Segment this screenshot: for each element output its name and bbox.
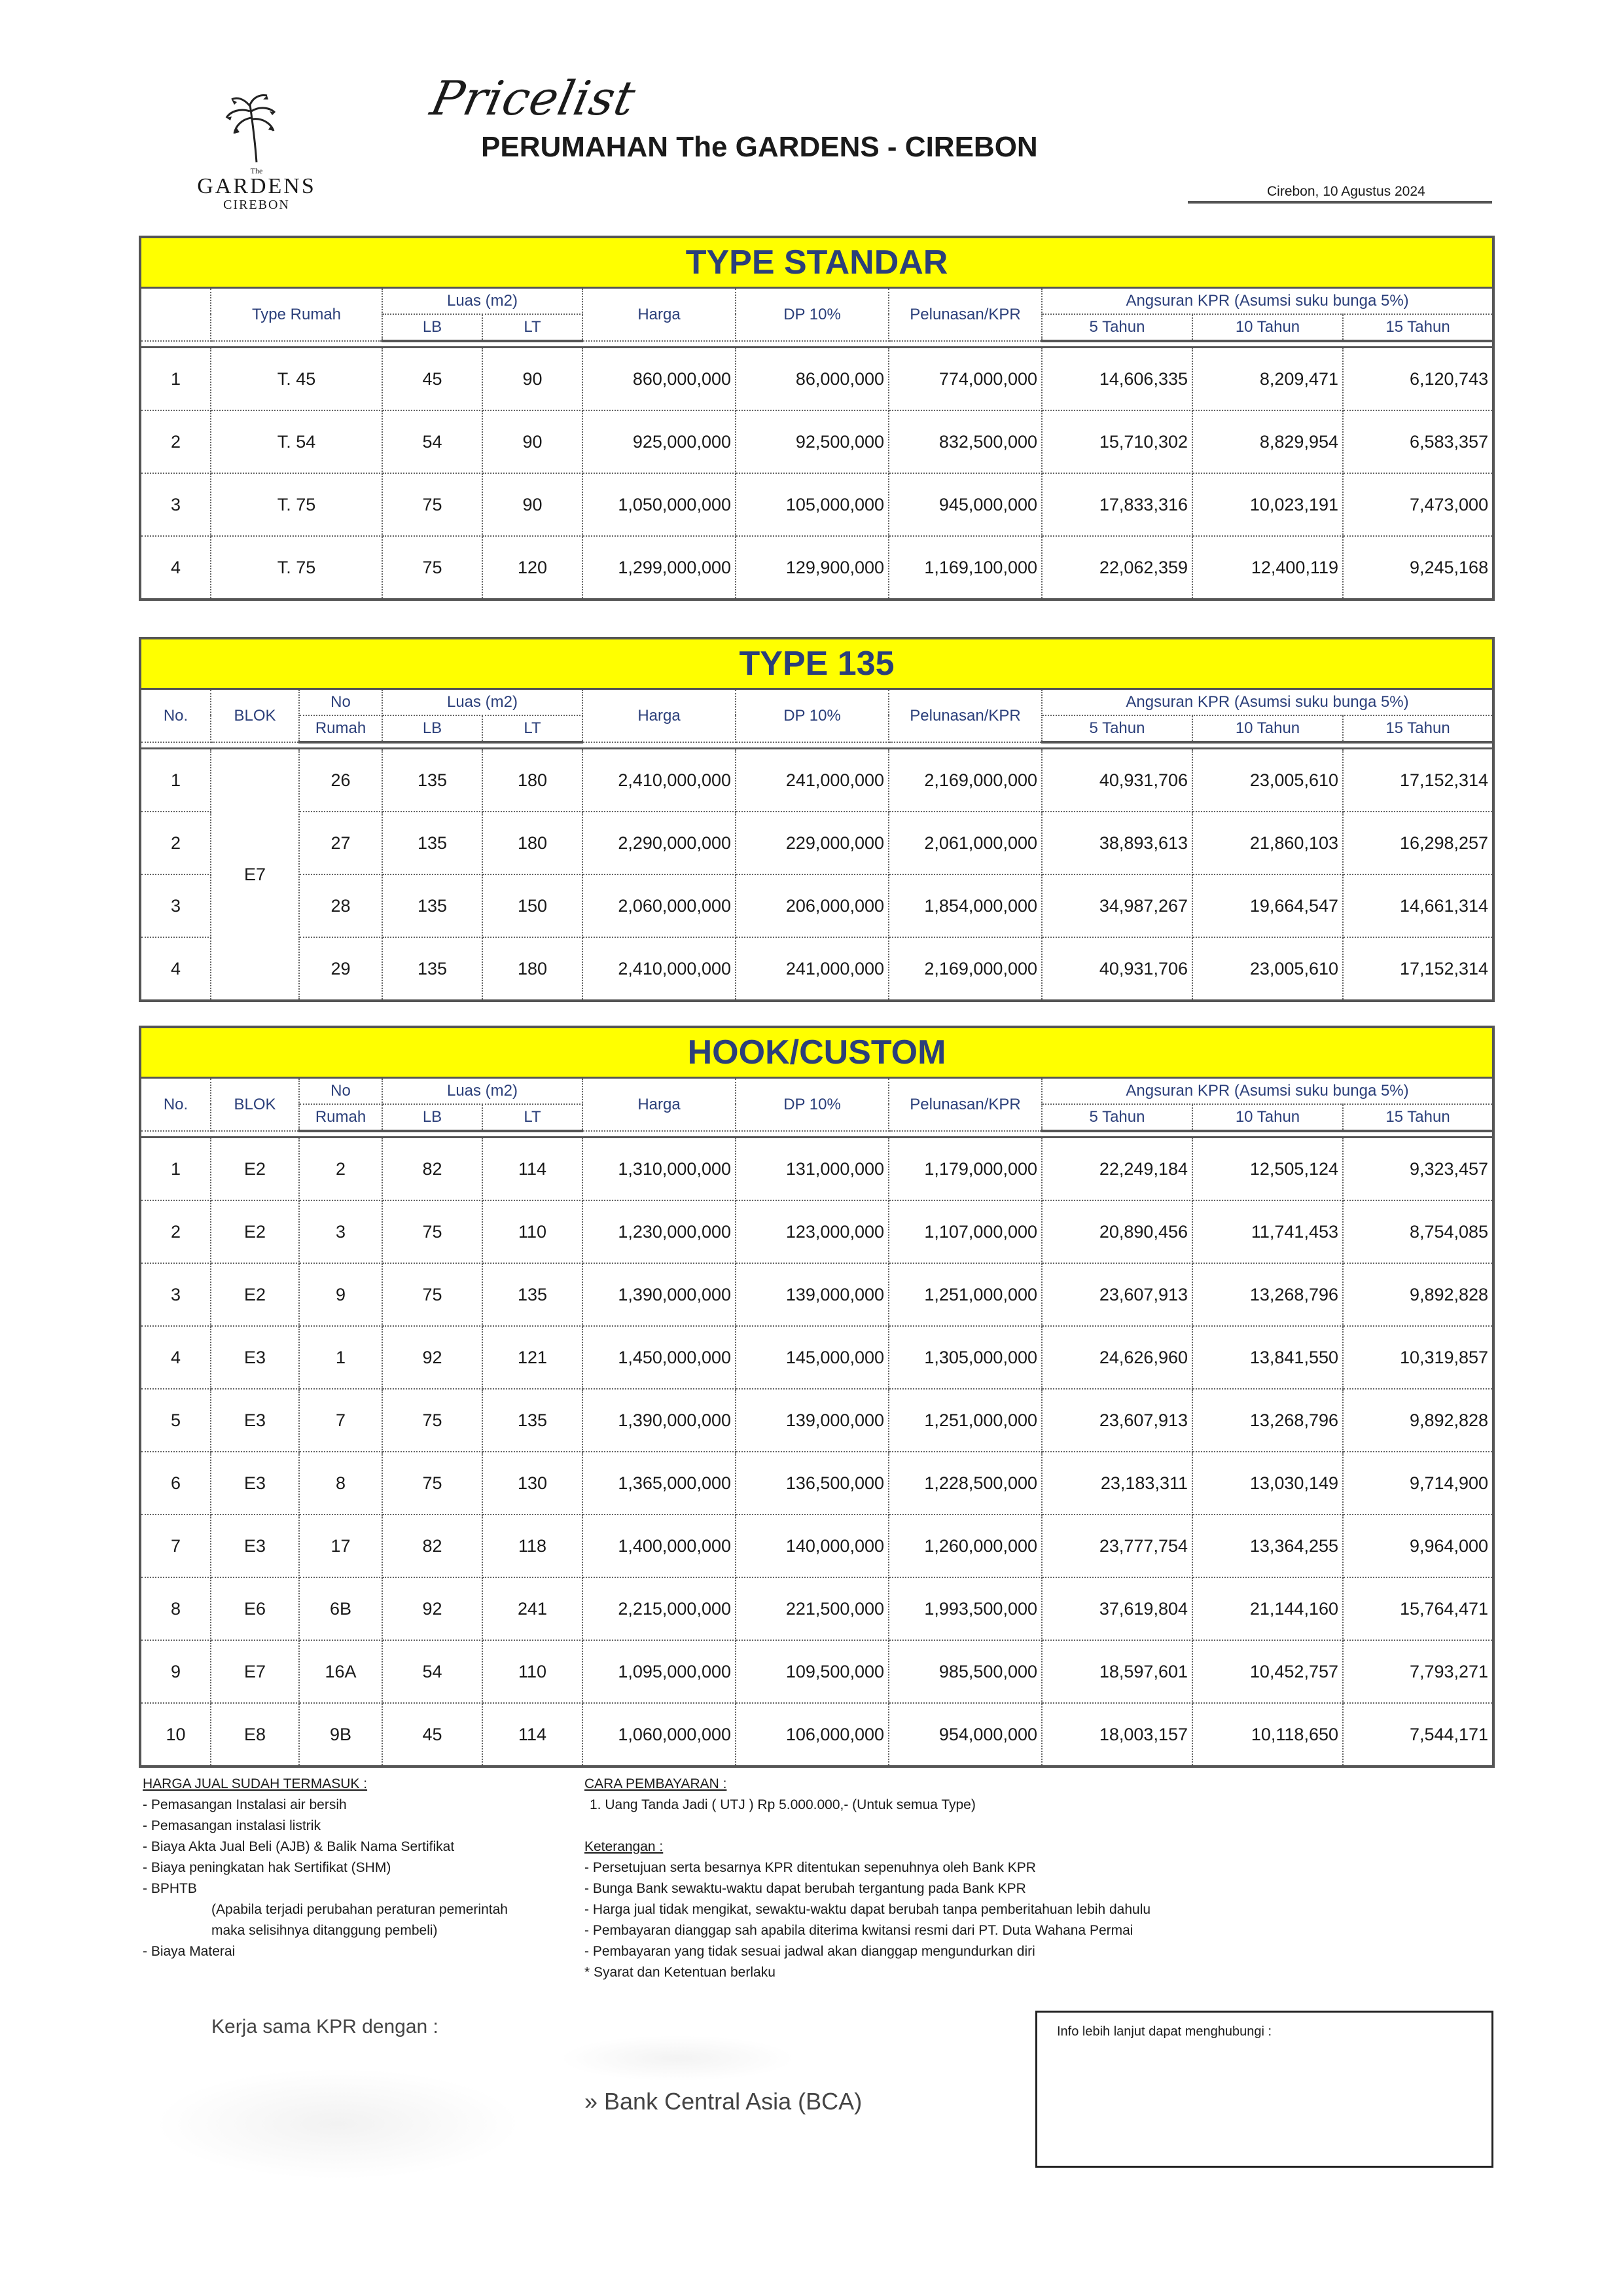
cell-lb: 45 (382, 1703, 482, 1767)
cell-5-tahun: 37,619,804 (1042, 1577, 1192, 1640)
table-row (140, 410, 1493, 473)
cell-lb: 54 (382, 1640, 482, 1703)
cell-dp: 131,000,000 (736, 1138, 889, 1201)
logo-brand-text: GARDENS (197, 174, 316, 198)
cell-pelunasan: 1,179,000,000 (889, 1138, 1042, 1201)
cell-no: 6 (140, 1452, 211, 1515)
bphtb-note: (Apabila terjadi perubahan peraturan pemerintah (211, 1902, 508, 1917)
type-135-table (139, 637, 1495, 1002)
cell-no: 9 (140, 1640, 211, 1703)
cell-blok: E3 (211, 1326, 299, 1389)
cell-no: 5 (140, 1389, 211, 1452)
cell-blok: E2 (211, 1138, 299, 1201)
header-15-tahun: 15 Tahun (1343, 314, 1493, 341)
blurred-bank-logos (154, 2068, 521, 2179)
header-spacer (140, 341, 1493, 348)
cell-no-rumah: 9 (299, 1263, 382, 1326)
cell-5-tahun: 23,183,311 (1042, 1452, 1192, 1515)
cell-5-tahun: 17,833,316 (1042, 473, 1192, 536)
cell-dp: 221,500,000 (736, 1577, 889, 1640)
cell-10-tahun: 13,030,149 (1192, 1452, 1343, 1515)
header-no-rumah-top: No (299, 689, 382, 716)
cell-no: 1 (140, 749, 211, 812)
cell-harga: 1,230,000,000 (582, 1200, 736, 1263)
palm-leaf-icon (217, 92, 296, 164)
cell-dp: 86,000,000 (736, 348, 889, 411)
table-row (140, 1389, 1493, 1452)
company-logo (191, 92, 322, 212)
cell-lt: 90 (482, 410, 582, 473)
cell-no: 7 (140, 1515, 211, 1577)
cell-dp: 105,000,000 (736, 473, 889, 536)
header-dp: DP 10% (736, 288, 889, 342)
cell-10-tahun: 13,841,550 (1192, 1326, 1343, 1389)
cell-pelunasan: 1,169,100,000 (889, 536, 1042, 600)
header-angsuran: Angsuran KPR (Asumsi suku bunga 5%) (1042, 689, 1493, 716)
cell-no-rumah: 27 (299, 812, 382, 874)
cell-15-tahun: 7,473,000 (1343, 473, 1493, 536)
keterangan-item: - Pembayaran dianggap sah apabila diterima kwitansi resmi dari PT. Duta Wahana Permai (584, 1923, 1133, 1938)
cell-10-tahun: 23,005,610 (1192, 749, 1343, 812)
cell-10-tahun: 8,829,954 (1192, 410, 1343, 473)
included-item: - Biaya peningkatan hak Sertifikat (SHM) (143, 1860, 391, 1875)
cell-dp: 140,000,000 (736, 1515, 889, 1577)
cell-pelunasan: 954,000,000 (889, 1703, 1042, 1767)
cell-dp: 229,000,000 (736, 812, 889, 874)
payment-item: 1. Uang Tanda Jadi ( UTJ ) Rp 5.000.000,- (Untuk semua Type) (590, 1797, 976, 1812)
cell-harga: 1,095,000,000 (582, 1640, 736, 1703)
header-lb: LB (382, 1104, 482, 1131)
included-item: - Biaya Materai (143, 1944, 236, 1959)
cell-pelunasan: 1,993,500,000 (889, 1577, 1042, 1640)
table-row (140, 937, 1493, 1001)
header-harga: Harga (582, 288, 736, 342)
cell-no-rumah: 29 (299, 937, 382, 1001)
cell-dp: 139,000,000 (736, 1263, 889, 1326)
cell-no: 10 (140, 1703, 211, 1767)
keterangan-title: Keterangan : (584, 1839, 664, 1854)
header-lt: LT (482, 314, 582, 341)
bank-bca: » Bank Central Asia (BCA) (584, 2088, 863, 2115)
keterangan-item: - Pembayaran yang tidak sesuai jadwal akan dianggap mengundurkan diri (584, 1944, 1035, 1959)
cell-15-tahun: 16,298,257 (1343, 812, 1493, 874)
cell-blok: E6 (211, 1577, 299, 1640)
cell-5-tahun: 23,607,913 (1042, 1263, 1192, 1326)
included-title: HARGA JUAL SUDAH TERMASUK : (143, 1776, 368, 1791)
cell-lb: 92 (382, 1326, 482, 1389)
cell-lb: 75 (382, 1452, 482, 1515)
section-title: TYPE 135 (140, 638, 1493, 689)
cell-15-tahun: 7,793,271 (1343, 1640, 1493, 1703)
cell-5-tahun: 24,626,960 (1042, 1326, 1192, 1389)
cell-15-tahun: 9,964,000 (1343, 1515, 1493, 1577)
cell-lt: 90 (482, 348, 582, 411)
cell-15-tahun: 9,323,457 (1343, 1138, 1493, 1201)
cell-15-tahun: 15,764,471 (1343, 1577, 1493, 1640)
cell-10-tahun: 11,741,453 (1192, 1200, 1343, 1263)
keterangan-item: - Persetujuan serta besarnya KPR ditentukan sepenuhnya oleh Bank KPR (584, 1860, 1036, 1875)
cell-harga: 1,060,000,000 (582, 1703, 736, 1767)
cell-lt: 180 (482, 812, 582, 874)
cell-harga: 860,000,000 (582, 348, 736, 411)
cell-15-tahun: 9,245,168 (1343, 536, 1493, 600)
header-pelunasan: Pelunasan/KPR (889, 288, 1042, 342)
cell-no-rumah: 7 (299, 1389, 382, 1452)
cell-pelunasan: 2,169,000,000 (889, 937, 1042, 1001)
cell-no: 2 (140, 1200, 211, 1263)
cell-blok: E3 (211, 1389, 299, 1452)
cell-dp: 139,000,000 (736, 1389, 889, 1452)
cell-harga: 1,310,000,000 (582, 1138, 736, 1201)
keterangan-item: * Syarat dan Ketentuan berlaku (584, 1965, 776, 1980)
cell-lb: 135 (382, 812, 482, 874)
cell-blok: E7 (211, 1640, 299, 1703)
cell-15-tahun: 17,152,314 (1343, 749, 1493, 812)
cell-5-tahun: 23,777,754 (1042, 1515, 1192, 1577)
cell-5-tahun: 14,606,335 (1042, 348, 1192, 411)
contact-info-label: Info lebih lanjut dapat menghubungi : (1057, 2024, 1272, 2039)
cell-dp: 136,500,000 (736, 1452, 889, 1515)
included-item: - Pemasangan Instalasi air bersih (143, 1797, 347, 1812)
included-notes (143, 1774, 508, 1962)
cell-no: 4 (140, 536, 211, 600)
cell-lt: 135 (482, 1263, 582, 1326)
cell-10-tahun: 8,209,471 (1192, 348, 1343, 411)
header-dp: DP 10% (736, 689, 889, 743)
cell-harga: 2,290,000,000 (582, 812, 736, 874)
cell-10-tahun: 23,005,610 (1192, 937, 1343, 1001)
header-lt: LT (482, 715, 582, 742)
cell-5-tahun: 40,931,706 (1042, 937, 1192, 1001)
page-title: PERUMAHAN The GARDENS - CIREBON (481, 131, 1038, 163)
table-row (140, 812, 1493, 874)
cell-lt: 110 (482, 1640, 582, 1703)
cell-lb: 82 (382, 1515, 482, 1577)
cell-no-rumah: 2 (299, 1138, 382, 1201)
kpr-partner-label: Kerja sama KPR dengan : (211, 2016, 438, 2037)
header-10-tahun: 10 Tahun (1192, 1104, 1343, 1131)
payment-notes (584, 1774, 1150, 1983)
cell-harga: 2,410,000,000 (582, 937, 736, 1001)
header-pelunasan: Pelunasan/KPR (889, 689, 1042, 743)
cell-lb: 135 (382, 874, 482, 937)
cell-dp: 206,000,000 (736, 874, 889, 937)
cell-lb: 92 (382, 1577, 482, 1640)
header-spacer (140, 742, 1493, 749)
cell-harga: 1,050,000,000 (582, 473, 736, 536)
header-angsuran: Angsuran KPR (Asumsi suku bunga 5%) (1042, 288, 1493, 315)
header-harga: Harga (582, 689, 736, 743)
keterangan-item: - Harga jual tidak mengikat, sewaktu-waktu dapat berubah tanpa pemberitahuan lebih dahulu (584, 1902, 1151, 1917)
cell-5-tahun: 23,607,913 (1042, 1389, 1192, 1452)
cell-harga: 1,299,000,000 (582, 536, 736, 600)
cell-lb: 75 (382, 1200, 482, 1263)
cell-blok: E3 (211, 1452, 299, 1515)
logo-small-text: The (250, 166, 263, 175)
cell-lb: 75 (382, 536, 482, 600)
cell-no: 4 (140, 937, 211, 1001)
cell-10-tahun: 13,268,796 (1192, 1389, 1343, 1452)
cell-lb: 75 (382, 1389, 482, 1452)
header-lt: LT (482, 1104, 582, 1131)
header-no-rumah-bottom: Rumah (299, 715, 382, 742)
header-5-tahun: 5 Tahun (1042, 1104, 1192, 1131)
header-dp: DP 10% (736, 1078, 889, 1132)
cell-5-tahun: 38,893,613 (1042, 812, 1192, 874)
payment-title: CARA PEMBAYARAN : (584, 1776, 727, 1791)
pricelist-script-title: Pricelist (426, 71, 641, 126)
cell-lt: 121 (482, 1326, 582, 1389)
header-luas: Luas (m2) (382, 1078, 582, 1105)
table-row (140, 1452, 1493, 1515)
table-row (140, 749, 1493, 812)
cell-10-tahun: 12,505,124 (1192, 1138, 1343, 1201)
cell-no-rumah: 6B (299, 1577, 382, 1640)
cell-10-tahun: 10,118,650 (1192, 1703, 1343, 1767)
header-pelunasan: Pelunasan/KPR (889, 1078, 1042, 1132)
cell-no-rumah: 3 (299, 1200, 382, 1263)
cell-no: 1 (140, 348, 211, 411)
cell-dp: 241,000,000 (736, 749, 889, 812)
header-type-rumah: Type Rumah (211, 288, 382, 342)
cell-pelunasan: 1,305,000,000 (889, 1326, 1042, 1389)
cell-15-tahun: 14,661,314 (1343, 874, 1493, 937)
cell-15-tahun: 9,714,900 (1343, 1452, 1493, 1515)
cell-10-tahun: 10,452,757 (1192, 1640, 1343, 1703)
header-no: No. (140, 689, 211, 743)
cell-lb: 75 (382, 473, 482, 536)
cell-harga: 1,390,000,000 (582, 1263, 736, 1326)
header-angsuran: Angsuran KPR (Asumsi suku bunga 5%) (1042, 1078, 1493, 1105)
table-row (140, 1703, 1493, 1767)
cell-lt: 90 (482, 473, 582, 536)
cell-10-tahun: 21,860,103 (1192, 812, 1343, 874)
table-row (140, 348, 1493, 411)
cell-10-tahun: 13,364,255 (1192, 1515, 1343, 1577)
cell-lt: 120 (482, 536, 582, 600)
cell-no: 4 (140, 1326, 211, 1389)
cell-pelunasan: 985,500,000 (889, 1640, 1042, 1703)
section-title: HOOK/CUSTOM (140, 1027, 1493, 1078)
cell-lt: 110 (482, 1200, 582, 1263)
header-no-rumah-top: No (299, 1078, 382, 1105)
cell-dp: 241,000,000 (736, 937, 889, 1001)
cell-no-rumah: 16A (299, 1640, 382, 1703)
header-10-tahun: 10 Tahun (1192, 715, 1343, 742)
cell-lt: 135 (482, 1389, 582, 1452)
cell-lt: 114 (482, 1138, 582, 1201)
cell-no-rumah: 26 (299, 749, 382, 812)
cell-lt: 180 (482, 749, 582, 812)
cell-blok: E2 (211, 1200, 299, 1263)
cell-lt: 114 (482, 1703, 582, 1767)
cell-pelunasan: 1,107,000,000 (889, 1200, 1042, 1263)
cell-no: 3 (140, 473, 211, 536)
bphtb-note: maka selisihnya ditanggung pembeli) (211, 1923, 438, 1938)
cell-dp: 145,000,000 (736, 1326, 889, 1389)
cell-pelunasan: 2,061,000,000 (889, 812, 1042, 874)
cell-no-rumah: 8 (299, 1452, 382, 1515)
cell-10-tahun: 19,664,547 (1192, 874, 1343, 937)
cell-lb: 45 (382, 348, 482, 411)
cell-5-tahun: 20,890,456 (1042, 1200, 1192, 1263)
cell-harga: 1,400,000,000 (582, 1515, 736, 1577)
cell-harga: 2,410,000,000 (582, 749, 736, 812)
cell-no: 2 (140, 812, 211, 874)
cell-harga: 2,215,000,000 (582, 1577, 736, 1640)
cell-lb: 135 (382, 937, 482, 1001)
cell-type: T. 75 (211, 473, 382, 536)
table-row (140, 1640, 1493, 1703)
cell-lt: 118 (482, 1515, 582, 1577)
cell-5-tahun: 18,597,601 (1042, 1640, 1192, 1703)
cell-lt: 130 (482, 1452, 582, 1515)
cell-dp: 92,500,000 (736, 410, 889, 473)
cell-lb: 82 (382, 1138, 482, 1201)
header-luas: Luas (m2) (382, 288, 582, 315)
cell-lb: 135 (382, 749, 482, 812)
cell-15-tahun: 8,754,085 (1343, 1200, 1493, 1263)
table-row (140, 473, 1493, 536)
included-item: - Pemasangan instalasi listrik (143, 1818, 321, 1833)
table-row (140, 1326, 1493, 1389)
cell-pelunasan: 1,854,000,000 (889, 874, 1042, 937)
header-5-tahun: 5 Tahun (1042, 715, 1192, 742)
header-no-empty (140, 288, 211, 342)
cell-dp: 109,500,000 (736, 1640, 889, 1703)
header-no-rumah-bottom: Rumah (299, 1104, 382, 1131)
cell-blok: E7 (211, 749, 299, 1001)
table-row (140, 1515, 1493, 1577)
document-date: Cirebon, 10 Agustus 2024 (1267, 184, 1425, 199)
table-row (140, 874, 1493, 937)
cell-blok: E8 (211, 1703, 299, 1767)
cell-no-rumah: 1 (299, 1326, 382, 1389)
table-row (140, 1200, 1493, 1263)
cell-5-tahun: 15,710,302 (1042, 410, 1192, 473)
cell-no-rumah: 28 (299, 874, 382, 937)
cell-5-tahun: 22,062,359 (1042, 536, 1192, 600)
cell-pelunasan: 1,228,500,000 (889, 1452, 1042, 1515)
table-row (140, 536, 1493, 600)
cell-pelunasan: 945,000,000 (889, 473, 1042, 536)
cell-no: 3 (140, 1263, 211, 1326)
cell-pelunasan: 2,169,000,000 (889, 749, 1042, 812)
cell-lb: 75 (382, 1263, 482, 1326)
cell-15-tahun: 6,583,357 (1343, 410, 1493, 473)
cell-10-tahun: 12,400,119 (1192, 536, 1343, 600)
header-spacer (140, 1131, 1493, 1138)
spacer (584, 1816, 1150, 1837)
table-row (140, 1263, 1493, 1326)
blurred-bank-logo (560, 2036, 795, 2081)
cell-lt: 241 (482, 1577, 582, 1640)
contact-info-box (1035, 2011, 1493, 2168)
header-luas: Luas (m2) (382, 689, 582, 716)
header-harga: Harga (582, 1078, 736, 1132)
cell-10-tahun: 13,268,796 (1192, 1263, 1343, 1326)
cell-blok: E3 (211, 1515, 299, 1577)
type-standar-table (139, 236, 1495, 601)
cell-blok: E2 (211, 1263, 299, 1326)
header-15-tahun: 15 Tahun (1343, 715, 1493, 742)
header-lb: LB (382, 715, 482, 742)
cell-dp: 129,900,000 (736, 536, 889, 600)
cell-10-tahun: 21,144,160 (1192, 1577, 1343, 1640)
cell-pelunasan: 1,260,000,000 (889, 1515, 1042, 1577)
cell-pelunasan: 1,251,000,000 (889, 1389, 1042, 1452)
cell-no: 3 (140, 874, 211, 937)
cell-no-rumah: 9B (299, 1703, 382, 1767)
logo-city-text: CIREBON (223, 198, 290, 212)
header-10-tahun: 10 Tahun (1192, 314, 1343, 341)
table-row (140, 1138, 1493, 1201)
header-no: No. (140, 1078, 211, 1132)
header-5-tahun: 5 Tahun (1042, 314, 1192, 341)
cell-no: 2 (140, 410, 211, 473)
cell-lt: 150 (482, 874, 582, 937)
header-15-tahun: 15 Tahun (1343, 1104, 1493, 1131)
cell-pelunasan: 1,251,000,000 (889, 1263, 1042, 1326)
cell-dp: 123,000,000 (736, 1200, 889, 1263)
cell-5-tahun: 18,003,157 (1042, 1703, 1192, 1767)
cell-no: 8 (140, 1577, 211, 1640)
cell-15-tahun: 6,120,743 (1343, 348, 1493, 411)
section-title: TYPE STANDAR (140, 237, 1493, 288)
cell-type: T. 75 (211, 536, 382, 600)
cell-lb: 54 (382, 410, 482, 473)
included-item: - Biaya Akta Jual Beli (AJB) & Balik Nama Sertifikat (143, 1839, 455, 1854)
table-row (140, 1577, 1493, 1640)
header-blok: BLOK (211, 1078, 299, 1132)
cell-5-tahun: 34,987,267 (1042, 874, 1192, 937)
cell-no-rumah: 17 (299, 1515, 382, 1577)
cell-harga: 1,390,000,000 (582, 1389, 736, 1452)
header-blok: BLOK (211, 689, 299, 743)
cell-10-tahun: 10,023,191 (1192, 473, 1343, 536)
cell-harga: 1,365,000,000 (582, 1452, 736, 1515)
cell-lt: 180 (482, 937, 582, 1001)
cell-15-tahun: 9,892,828 (1343, 1389, 1493, 1452)
cell-5-tahun: 40,931,706 (1042, 749, 1192, 812)
cell-harga: 925,000,000 (582, 410, 736, 473)
cell-15-tahun: 10,319,857 (1343, 1326, 1493, 1389)
cell-pelunasan: 832,500,000 (889, 410, 1042, 473)
cell-type: T. 45 (211, 348, 382, 411)
hook-custom-table (139, 1026, 1495, 1768)
cell-no: 1 (140, 1138, 211, 1201)
cell-5-tahun: 22,249,184 (1042, 1138, 1192, 1201)
header-lb: LB (382, 314, 482, 341)
cell-15-tahun: 9,892,828 (1343, 1263, 1493, 1326)
cell-type: T. 54 (211, 410, 382, 473)
cell-harga: 2,060,000,000 (582, 874, 736, 937)
date-underline (1188, 201, 1492, 204)
cell-15-tahun: 7,544,171 (1343, 1703, 1493, 1767)
cell-harga: 1,450,000,000 (582, 1326, 736, 1389)
cell-pelunasan: 774,000,000 (889, 348, 1042, 411)
keterangan-item: - Bunga Bank sewaktu-waktu dapat berubah tergantung pada Bank KPR (584, 1881, 1026, 1896)
included-item: - BPHTB (143, 1881, 197, 1896)
cell-15-tahun: 17,152,314 (1343, 937, 1493, 1001)
cell-dp: 106,000,000 (736, 1703, 889, 1767)
